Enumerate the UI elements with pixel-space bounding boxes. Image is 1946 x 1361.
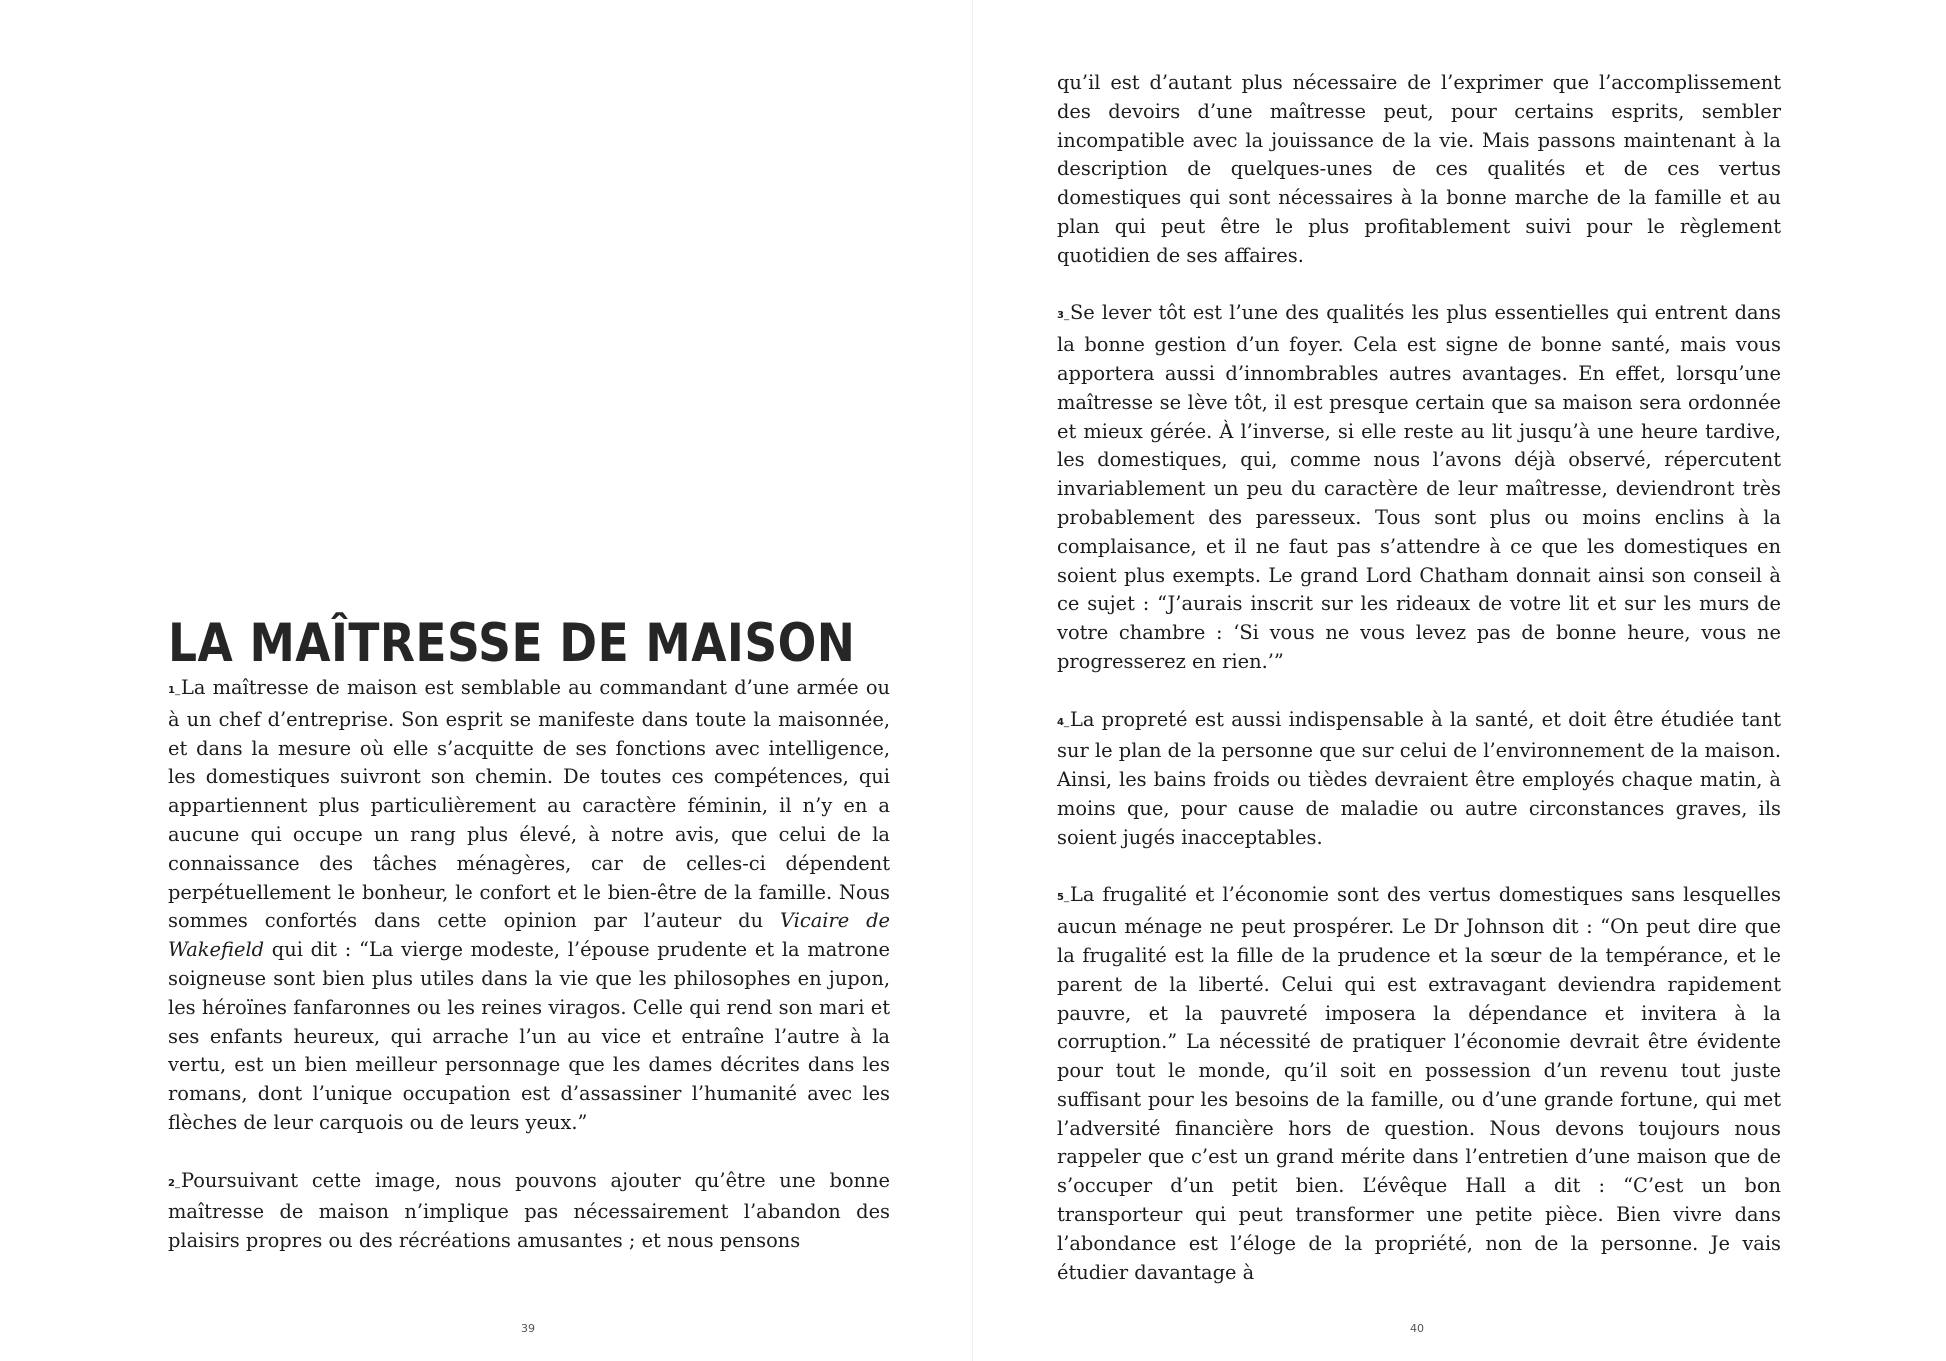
paragraph-5: [1057, 881, 1781, 1287]
paragraph-number: 3 _: [1057, 310, 1069, 321]
paragraph-text: qui dit : “La vierge modeste, l’épouse prudente et la matrone soigneuse sont bien plus utiles dans la vie que les philosophes en jupon, les héroïnes fanfaronnes ou les reines viragos. Celle qui rend son mari et ses enfants heureux, qui arrache l’un au vice et entraîne l’autre à la vertu, est un bien meilleur personnage que les dames décrites dans les romans, dont l’unique occupation est d’assassiner l’humanité avec les flèches de leur carquois ou de leurs yeux.”: [168, 938, 890, 1134]
paragraph-number: 4 _: [1057, 717, 1069, 728]
paragraph-number: 2 _: [168, 1178, 180, 1189]
paragraph-number: 1 _: [168, 685, 180, 696]
paragraph-text: La maîtresse de maison est semblable au commandant d’une armée ou à un chef d’entreprise. Son esprit se manifeste dans toute la maisonnée, et dans la mesure où elle s’acquitte de ses fonctions avec intelligence, les domestiques suivront son chemin. De toutes ces compétences, qui appartiennent plus particulièrement au caractère féminin, il n’y en a aucune qui occupe un rang plus élevé, à notre avis, que celui de la connaissance des tâches ménagères, car de celles-ci dépendent perpétuellement le bonheur, le confort et le bien-être de la famille. Nous sommes confortés dans cette opinion par l’auteur du: [168, 676, 890, 933]
paragraph-2: [168, 1167, 890, 1256]
left-text-block: [168, 674, 890, 1285]
page-number: 39: [521, 1322, 535, 1335]
left-page: [0, 0, 972, 1361]
chapter-title: LA MAÎTRESSE DE MAISON: [168, 613, 856, 674]
paragraph-text: La propreté est aussi indispensable à la santé, et doit être étudiée tant sur le plan de la personne que sur celui de l’environnement de la maison. Ainsi, les bains froids ou tièdes devraient être employés chaque matin, à moins que, pour cause de maladie ou autre circonstances graves, ils soient jugés inacceptables.: [1057, 707, 1781, 849]
paragraph-text: La frugalité et l’économie sont des vertus domestiques sans lesquelles aucun ménage ne peut prospérer. Le Dr Johnson dit : “On peut dire que la frugalité est la fille de la prudence et la sœur de la tempérance, et le parent de la liberté. Celui qui est extravagant deviendra rapidement pauvre, et la pauvreté imposera la dépendance et invitera à la corruption.” La nécessité de pratiquer l’économie devrait être évidente pour tout le monde, qu’il soit en possession d’un revenu tout juste suffisant pour les besoins de la famille, ou d’une grande fortune, qui met l’adversité financière hors de question. Nous devons toujours nous rappeler que c’est un grand mérite dans l’entretien d’une maison que de s’occuper d’un petit bien. L’évêque Hall a dit : “C’est un bon transporteur qui peut transformer une petite pièce. Bien vivre dans l’abondance est l’éloge de la propriété, non de la personne. Je vais étudier davantage à: [1057, 883, 1781, 1284]
paragraph-1: [168, 674, 890, 1138]
right-text-block: [1057, 69, 1781, 1316]
paragraph-number: 5 _: [1057, 892, 1069, 903]
book-title-italic: Vicaire de Wakefield: [168, 909, 890, 962]
continued-paragraph: qu’il est d’autant plus nécessaire de l’exprimer que l’accomplissement des devoirs d’une maîtresse peut, pour certains esprits, sembler incompatible avec la jouissance de la vie. Mais passons maintenant à la description de quelques-unes de ces qualités et de ces vertus domestiques qui sont nécessaires à la bonne marche de la famille et au plan qui peut être le plus profitablement suivi pour le règlement quotidien de ses affaires.: [1057, 71, 1781, 267]
paragraph-4: [1057, 706, 1781, 853]
paragraph-text: Poursuivant cette image, nous pouvons ajouter qu’être une bonne maîtresse de maison n’implique pas nécessairement l’abandon des plaisirs propres ou des récréations amusantes ; et nous pensons: [168, 1168, 890, 1253]
page-number: 40: [1410, 1322, 1424, 1335]
paragraph-3: [1057, 299, 1781, 676]
paragraph-text: Se lever tôt est l’une des qualités les plus essentielles qui entrent dans la bonne gestion d’un foyer. Cela est signe de bonne santé, mais vous apportera aussi d’innombrables autres avantages. En effet, lorsqu’une maîtresse se lève tôt, il est presque certain que sa maison sera ordonnée et mieux gérée. À l’inverse, si elle reste au lit jusqu’à une heure tardive, les domestiques, qui, comme nous l’avons déjà observé, répercutent invariablement un peu du caractère de leur maîtresse, deviendront très probablement des paresseux. Tous sont plus ou moins enclins à la complaisance, et il ne faut pas s’attendre à ce que les domestiques en soient plus exempts. Le grand Lord Chatham donnait ainsi son conseil à ce sujet : “J’aurais inscrit sur les rideaux de votre lit et sur les murs de votre chambre : ‘Si vous ne vous levez pas de bonne heure, vous ne progresserez en rien.’”: [1057, 301, 1781, 673]
